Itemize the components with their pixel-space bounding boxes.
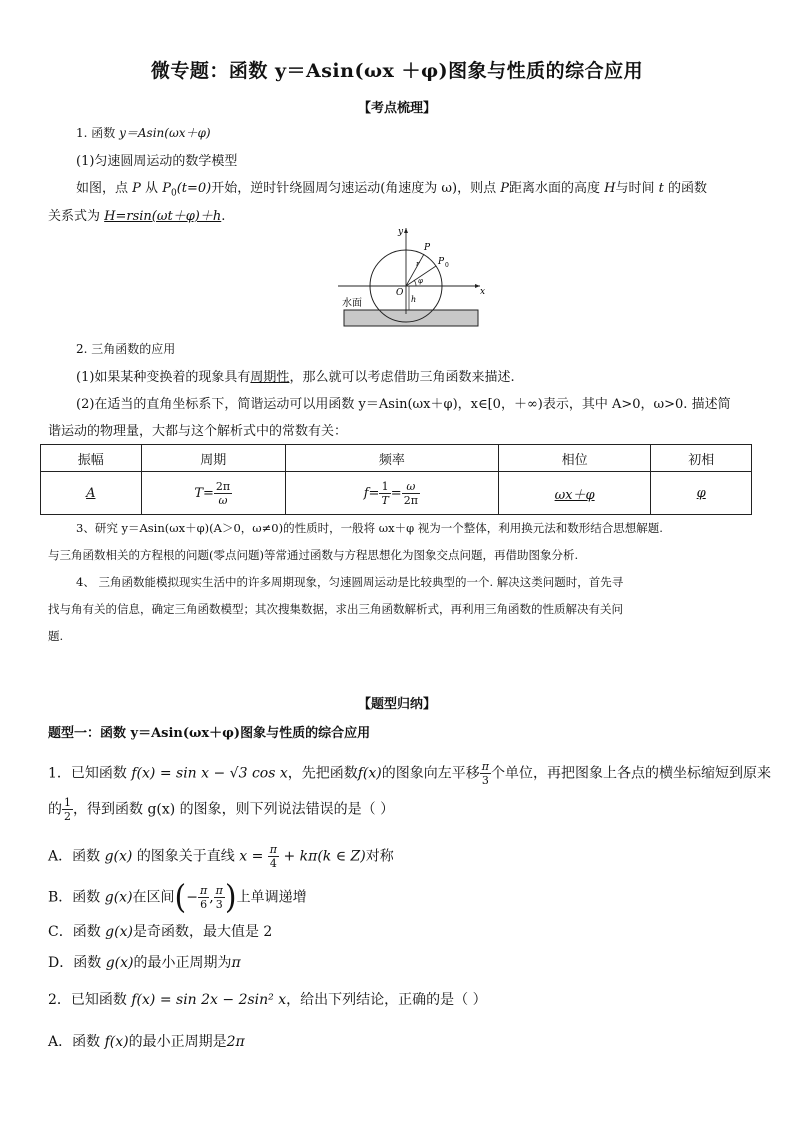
cell-period xyxy=(141,472,285,515)
q2A-value: 2π xyxy=(226,1034,245,1050)
phase-value: ωx＋φ xyxy=(554,487,595,503)
table-row xyxy=(41,472,752,515)
para-circle-line1 xyxy=(76,177,707,199)
table-header-row xyxy=(41,445,752,472)
optB-text: 在区间 xyxy=(132,889,175,906)
q1-function: f(x) = sin x − √3 cos x xyxy=(131,765,288,782)
item-3-line2: 与三角函数相关的方程根的问题(零点问题)等常通过函数与方程思想化为图象交点问题，再借助图象分析. xyxy=(48,548,579,562)
item-4-line1: 4、 三角函数能模拟现实生活中的许多周期现象，匀速圆周运动是比较典型的一个. 解决这类问题时，首先寻 xyxy=(76,575,624,589)
optA-x: x = xyxy=(239,848,264,865)
period-den: ω xyxy=(218,493,228,507)
optB-label: B．函数 xyxy=(48,889,101,906)
para1-P0-sub: 0 xyxy=(170,188,177,199)
cell-amplitude xyxy=(41,472,142,515)
para1-text-c: 距离水面的高度 xyxy=(509,181,601,196)
sub-heading-periodicity xyxy=(76,366,515,385)
water-body xyxy=(344,310,478,326)
sub2-periodic: 周期性 xyxy=(250,370,290,385)
freq-lhs: f= xyxy=(363,485,380,501)
cell-phase xyxy=(498,472,651,515)
q1-option-D[interactable] xyxy=(48,952,241,972)
amplitude-value: A xyxy=(86,485,96,501)
table-header: 初相 xyxy=(651,445,752,472)
optD-label: D．函数 xyxy=(48,955,102,971)
section-header-question-types: 【题型归纳】 xyxy=(357,697,436,712)
para1-line2-text: 关系式为 xyxy=(48,209,101,224)
optB-d2: 3 xyxy=(215,898,223,911)
q1-line2-a: 的 xyxy=(48,801,62,818)
q2-function: f(x) = sin 2x − 2sin² x xyxy=(131,992,287,1008)
optB-n1: π xyxy=(199,884,208,897)
para1-with: 与时间 xyxy=(615,181,655,196)
label-P0: P xyxy=(438,257,445,267)
optA-fraction xyxy=(268,843,279,870)
optB-minus: − xyxy=(186,889,198,906)
q2A-label: A．函数 xyxy=(48,1034,101,1050)
optB-d1: 6 xyxy=(200,898,208,911)
table-header: 频率 xyxy=(285,445,498,472)
optB-fraction-2 xyxy=(214,884,225,911)
sub-heading-1: (1)匀速圆周运动的数学模型 xyxy=(76,154,238,169)
label-h: h xyxy=(411,295,417,304)
q1-text-a: 1．已知函数 xyxy=(48,765,127,782)
initial-phase-value: φ xyxy=(696,485,706,501)
optA-end: 对称 xyxy=(365,848,394,865)
para1-P2: P xyxy=(500,181,509,196)
table-header: 周期 xyxy=(141,445,285,472)
optB-fraction-1 xyxy=(198,884,209,911)
section-header-key-points: 【考点梳理】 xyxy=(357,101,436,116)
para1-P: P xyxy=(132,181,141,196)
q1-half-num: 1 xyxy=(64,796,71,809)
freq-fraction-2 xyxy=(402,480,420,507)
q2-option-A[interactable] xyxy=(48,1031,245,1051)
page-title: 微专题：函数 y＝Asin(ωx ＋φ)图象与性质的综合应用 xyxy=(150,60,644,82)
sub2-text-b: ，那么就可以考虑借助三角函数来描述. xyxy=(289,370,515,385)
optC-text: 是奇函数，最大值是 2 xyxy=(132,924,273,940)
optA-text: 的图象关于直线 xyxy=(136,848,235,865)
q1-shift-fraction xyxy=(480,760,491,787)
angle-phi-arc xyxy=(414,280,416,286)
q1-text-b: ，先把函数 xyxy=(287,765,358,782)
question-1-line2 xyxy=(48,796,394,823)
para1-P0: P xyxy=(162,181,171,196)
optA-k: + kπ(k ∈ Z) xyxy=(283,848,366,865)
freq-num2: ω xyxy=(402,480,420,494)
question-2 xyxy=(48,989,487,1009)
optA-g: g(x) xyxy=(104,848,133,865)
label-water: 水面 xyxy=(342,298,362,309)
y-axis-arrow xyxy=(404,228,408,233)
item-1 xyxy=(76,124,211,141)
label-y: y xyxy=(398,227,404,237)
q1-function-name: f(x) xyxy=(357,765,382,782)
para-circle-line2 xyxy=(48,205,225,224)
q2-text-b: ，给出下列结论，正确的是（ ） xyxy=(286,992,487,1008)
q1-half-fraction xyxy=(62,796,73,823)
optB-n2: π xyxy=(215,884,223,897)
q2A-f: f(x) xyxy=(104,1034,129,1050)
q1-text-c: 的图象向左平移 xyxy=(381,765,480,782)
para1-end: . xyxy=(221,209,226,224)
q1-shift-num: π xyxy=(481,760,489,773)
sub2-text-a: (1)如果某种变换着的现象具有 xyxy=(76,370,251,385)
q1-option-A[interactable] xyxy=(48,843,394,870)
optA-label: A．函数 xyxy=(48,848,101,865)
circle-motion-figure xyxy=(330,222,490,332)
freq-num1: 1 xyxy=(379,480,390,494)
optD-g: g(x) xyxy=(105,955,134,971)
cell-frequency xyxy=(285,472,498,515)
label-phi: φ xyxy=(418,277,423,285)
item-3-line1: 3、研究 y＝Asin(ωx＋φ)(A＞0，ω≠0)的性质时，一般将 ωx＋φ 视为一个整体，利用换元法和数形结合思想解题. xyxy=(76,521,663,535)
q1-text-d: 个单位，再把图象上各点的横坐标缩短到原来 xyxy=(491,765,771,782)
table-header: 相位 xyxy=(498,445,651,472)
q2A-text: 的最小正周期是 xyxy=(128,1034,227,1050)
optC-label: C．函数 xyxy=(48,924,101,940)
para1-from: 从 xyxy=(145,181,159,196)
question-1-line1 xyxy=(48,760,771,787)
label-x: x xyxy=(480,287,486,297)
label-O: O xyxy=(396,288,404,298)
q1-half-den: 2 xyxy=(64,810,71,823)
q1-option-C[interactable] xyxy=(48,921,272,941)
physics-quantities-table xyxy=(40,444,752,515)
period-num: 2π xyxy=(215,479,231,493)
optB-end: 上单调递增 xyxy=(236,889,307,906)
item-1-formula: y＝Asin(ωx＋φ) xyxy=(119,126,211,140)
para1-text-b: 开始，逆时针绕圆周匀速运动(角速度为 ω)，则点 xyxy=(211,181,497,196)
item-2: 2. 三角函数的应用 xyxy=(76,342,176,356)
para1-text-a: 如图，点 xyxy=(76,181,129,196)
optB-comma: , xyxy=(209,889,214,906)
q1-shift-den: 3 xyxy=(481,774,489,787)
freq-eq: = xyxy=(390,485,402,501)
optA-den: 4 xyxy=(269,857,277,870)
para1-t0: (t=0) xyxy=(176,181,212,196)
label-r: r xyxy=(416,260,420,268)
para1-formula: H=rsin(ωt＋φ)＋h xyxy=(104,209,222,224)
optA-num: π xyxy=(269,843,278,856)
label-P: P xyxy=(424,243,431,253)
q1-line2-b: ，得到函数 g(x) 的图象，则下列说法错误的是（ ） xyxy=(73,801,395,818)
optC-g: g(x) xyxy=(105,924,133,940)
question-type-1-heading: 题型一：函数 y＝Asin(ωx＋φ)图象与性质的综合应用 xyxy=(48,726,371,741)
para1-t: t xyxy=(658,181,664,196)
item-4-line3: 题. xyxy=(48,629,64,643)
freq-fraction-1 xyxy=(379,480,390,507)
optB-close-paren: ) xyxy=(224,878,237,917)
q1-option-B[interactable] xyxy=(48,880,307,915)
item-1-prefix: 1. 函数 xyxy=(76,126,116,140)
label-P0-sub: 0 xyxy=(445,262,449,269)
para1-H: H xyxy=(604,181,616,196)
period-lhs: T= xyxy=(194,485,214,501)
sub3-line1: (2)在适当的直角坐标系下，简谐运动可以用函数 y＝Asin(ωx＋φ)，x∈[0，＋∞)表示，其中 A>0，ω>0. 描述简 xyxy=(76,397,731,412)
freq-den2: 2π xyxy=(403,493,418,507)
period-fraction xyxy=(214,480,232,507)
freq-den1: T xyxy=(381,493,389,507)
optB-g: g(x) xyxy=(104,889,133,906)
item-4-line2: 找与角有关的信息，确定三角函数模型；其次搜集数据，求出三角函数解析式，再利用三角函数的性质解决有关问 xyxy=(48,602,623,616)
sub3-line2: 谐运动的物理量，大都与这个解析式中的常数有关： xyxy=(48,424,348,439)
table-header: 振幅 xyxy=(41,445,142,472)
q2-text-a: 2．已知函数 xyxy=(48,992,127,1008)
cell-initial-phase xyxy=(651,472,752,515)
optB-open-paren: ( xyxy=(174,878,187,917)
optD-text: 的最小正周期为 xyxy=(133,955,232,971)
para1-text-d: 的函数 xyxy=(668,181,708,196)
optD-pi: π xyxy=(231,955,241,971)
